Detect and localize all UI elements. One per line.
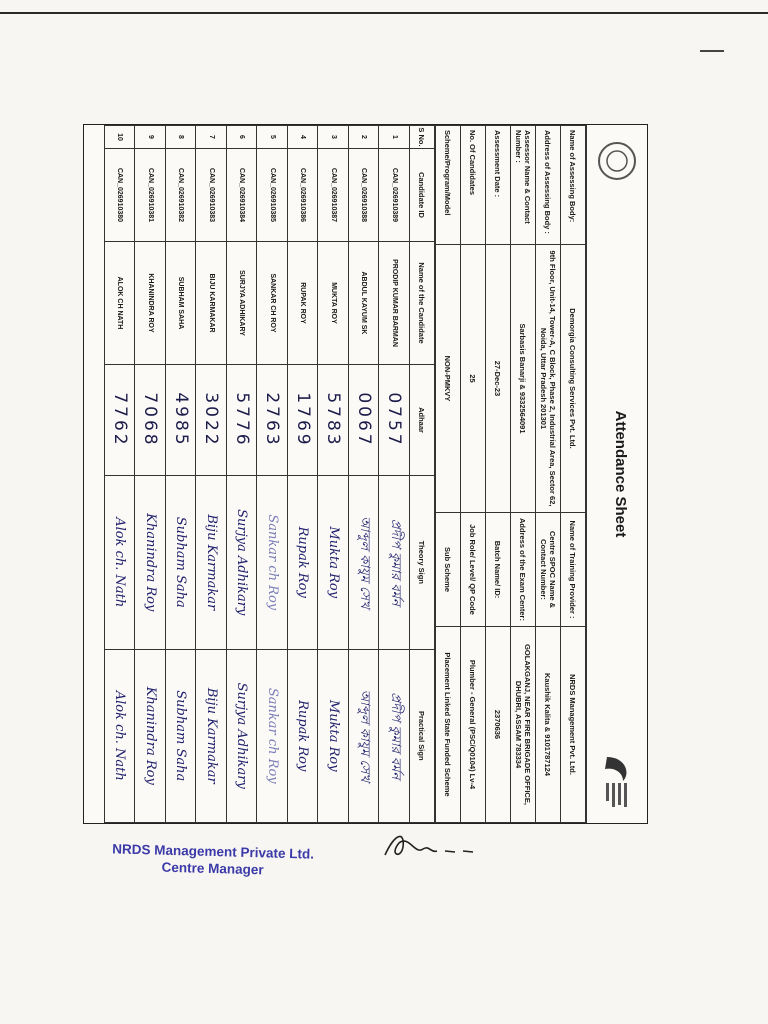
skill-council-logo-icon	[597, 751, 637, 811]
info-label: Centre SPOC Name & Contact Number:	[536, 513, 561, 627]
table-row	[349, 126, 380, 823]
row-theory-sign: Mukta Roy	[318, 476, 349, 650]
row-practical-sign: Subham Saha	[166, 649, 197, 823]
info-value: Sarbasis Banarji & 9332564091	[511, 245, 536, 513]
row-aadhar: 7068	[135, 365, 166, 476]
info-value: NON-PMKVY	[436, 245, 461, 513]
row-candidate-name: KHANINDRA ROY	[135, 242, 166, 365]
header-candidate-name: Name of the Candidate	[410, 242, 435, 365]
row-sno: 9	[135, 126, 166, 149]
row-aadhar: 7762	[105, 365, 136, 476]
info-label: Scheme/Program/Model	[436, 126, 461, 245]
row-practical-sign: Surjya Adhikary	[227, 649, 258, 823]
info-label: Batch Name/ ID:	[486, 513, 511, 627]
info-row	[461, 126, 486, 823]
info-label: Sub Scheme	[436, 513, 461, 627]
table-row	[318, 126, 349, 823]
row-candidate-name: ABDUL KAYUM SK	[349, 242, 380, 365]
attendance-table	[104, 125, 435, 823]
row-candidate-id: CAN_026910381	[135, 149, 166, 242]
stamp-company: NRDS Management Private Ltd.	[112, 841, 315, 862]
row-candidate-name: ALOK CH NATH	[105, 242, 136, 365]
row-aadhar: 2763	[257, 365, 288, 476]
info-value: 25	[461, 245, 486, 513]
row-practical-sign: প্রদীপ কুমার বর্মন	[379, 649, 410, 823]
row-candidate-id: CAN_026910384	[227, 149, 258, 242]
row-aadhar: 3022	[196, 365, 227, 476]
info-label: Address of Assessing Body :	[536, 126, 561, 245]
row-candidate-name: BIJU KARMAKAR	[196, 242, 227, 365]
row-candidate-name: PRODIP KUMAR BARMAN	[379, 242, 410, 365]
attendance-header-row	[410, 126, 435, 823]
row-theory-sign: Subham Saha	[166, 476, 197, 650]
row-candidate-id: CAN_026910389	[379, 149, 410, 242]
row-candidate-name: MUKTA ROY	[318, 242, 349, 365]
row-practical-sign: Mukta Roy	[318, 649, 349, 823]
row-candidate-id: CAN_026910386	[288, 149, 319, 242]
attendance-sheet	[83, 124, 648, 824]
table-row	[135, 126, 166, 823]
info-row	[536, 126, 561, 823]
row-practical-sign: Khanindra Roy	[135, 649, 166, 823]
row-sno: 5	[257, 126, 288, 149]
info-value: 2370636	[486, 627, 511, 823]
row-practical-sign: Rupak Roy	[288, 649, 319, 823]
row-aadhar: 5776	[227, 365, 258, 476]
info-label: Assessor Name & Contact Number :	[511, 126, 536, 245]
table-row	[288, 126, 319, 823]
row-theory-sign: Alok ch. Nath	[105, 476, 136, 650]
info-row	[486, 126, 511, 823]
row-candidate-id: CAN_026910383	[196, 149, 227, 242]
manager-signature	[375, 825, 485, 870]
row-candidate-name: SANKAR CH ROY	[257, 242, 288, 365]
row-sno: 6	[227, 126, 258, 149]
row-candidate-id: CAN_026910382	[166, 149, 197, 242]
row-candidate-id: CAN_026910380	[105, 149, 136, 242]
table-row	[105, 126, 136, 823]
row-aadhar: 5783	[318, 365, 349, 476]
info-value: 9th Floor, Unit-14, Tower-A, C Block, Phase 2, Industrial Area, Sector 62, Noida, Uttar Pradesh 201301	[536, 245, 561, 513]
sheet-header	[586, 125, 647, 823]
table-row	[196, 126, 227, 823]
row-aadhar: 4985	[166, 365, 197, 476]
info-label: Address of the Exam Center:	[511, 513, 536, 627]
info-value: GOLAKGANJ, NEAR FIRE BRIGADE OFFICE, DHUBRI, ASSAM 783334	[511, 627, 536, 823]
scan-edge-line	[0, 12, 768, 14]
header-candidate-id: Candidate ID	[410, 149, 435, 242]
info-label: Job Role/ Level/ QP Code	[461, 513, 486, 627]
row-theory-sign: Sankar ch Roy	[257, 476, 288, 650]
row-practical-sign: Sankar ch Roy	[257, 649, 288, 823]
scan-mark	[700, 50, 724, 52]
table-row	[379, 126, 410, 823]
row-sno: 1	[379, 126, 410, 149]
row-sno: 10	[105, 126, 136, 149]
row-candidate-id: CAN_026910385	[257, 149, 288, 242]
row-aadhar: 0067	[349, 365, 380, 476]
row-sno: 2	[349, 126, 380, 149]
row-candidate-name: SURJYA ADHIKARY	[227, 242, 258, 365]
row-aadhar: 0757	[379, 365, 410, 476]
row-candidate-id: CAN_026910387	[318, 149, 349, 242]
header-practical-sign: Practical Sign	[410, 649, 435, 823]
row-theory-sign: Khanindra Roy	[135, 476, 166, 650]
info-value: Plumber - General (PSC/Q0104) Lv-4	[461, 627, 486, 823]
table-row	[257, 126, 288, 823]
info-label: Name of Assessing Body:	[561, 126, 586, 245]
header-aadhar: Adhaar	[410, 365, 435, 476]
info-label: Assessment Date :	[486, 126, 511, 245]
row-sno: 4	[288, 126, 319, 149]
info-value: Kaushik Kalita & 9101787124	[536, 627, 561, 823]
row-sno: 3	[318, 126, 349, 149]
row-candidate-name: SUBHAM SAHA	[166, 242, 197, 365]
info-value: 27-Dec-23	[486, 245, 511, 513]
info-value: NRDS Management Pvt. Ltd.	[561, 627, 586, 823]
page-title: Attendance Sheet	[612, 410, 629, 538]
info-row	[561, 126, 586, 823]
centre-manager-stamp	[112, 840, 315, 879]
assessment-info-table	[435, 125, 586, 823]
header-theory-sign: Theory Sign	[410, 476, 435, 650]
row-practical-sign: Alok ch. Nath	[105, 649, 136, 823]
row-theory-sign: Biju Karmakar	[196, 476, 227, 650]
stamp-role: Centre Manager	[161, 859, 264, 878]
table-row	[227, 126, 258, 823]
row-theory-sign: Rupak Roy	[288, 476, 319, 650]
row-candidate-id: CAN_026910388	[349, 149, 380, 242]
row-theory-sign: আব্দুল কাযুম সেখ	[349, 476, 380, 650]
row-practical-sign: আব্দুল কাযুম সেখ	[349, 649, 380, 823]
row-sno: 7	[196, 126, 227, 149]
row-sno: 8	[166, 126, 197, 149]
info-row	[511, 126, 536, 823]
row-theory-sign: প্রদীপ কুমার বর্মন	[379, 476, 410, 650]
info-label: Name of Training Provider :	[561, 513, 586, 627]
row-practical-sign: Biju Karmakar	[196, 649, 227, 823]
row-theory-sign: Surjya Adhikary	[227, 476, 258, 650]
row-candidate-name: RUPAK ROY	[288, 242, 319, 365]
row-aadhar: 1769	[288, 365, 319, 476]
info-value: Placement Linked State Funded Scheme	[436, 627, 461, 823]
info-label: No. Of Candidates	[461, 126, 486, 245]
header-sno: S No.	[410, 126, 435, 149]
info-row	[436, 126, 461, 823]
info-value: Demorgia Consulting Services Pvt. Ltd.	[561, 245, 586, 513]
table-row	[166, 126, 197, 823]
